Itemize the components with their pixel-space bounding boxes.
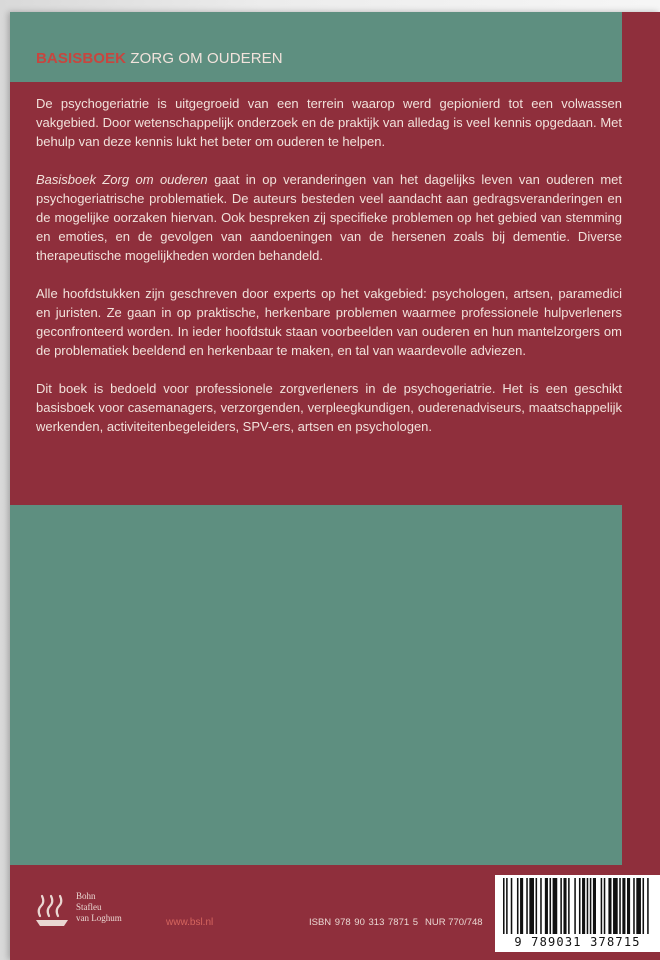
barcode-bar	[520, 878, 523, 934]
blurb-paragraph-3: Alle hoofdstukken zijn geschreven door experts op het vakgebied: psychologen, artsen, paramedici en juristen. Ze gaan in op praktische, herkenbare problemen waarmee professionele hulpverleners geconfronteerd worden. In ieder hoofdstuk staan voorbeelden van ouderen en hun mantelzorgers om de problematiek beeldend en herkenbaar te maken, en tal van waardevolle adviezen.	[36, 286, 622, 358]
publisher-name	[76, 891, 122, 924]
barcode-bar	[563, 878, 566, 934]
barcode-bar	[545, 878, 548, 934]
blurb	[36, 94, 622, 455]
book-title-italic: Basisboek Zorg om ouderen	[36, 172, 208, 187]
isbn-text: ISBN 978 90 313 7871 5	[309, 917, 419, 928]
teal-block	[10, 505, 622, 865]
series-title	[36, 50, 283, 67]
barcode-bar	[633, 878, 635, 934]
barcode-bar	[579, 878, 581, 934]
barcode-bar	[511, 878, 513, 934]
blurb-paragraph-4: Dit boek is bedoeld voor professionele zorgverleners in de psychogeriatrie. Het is een geschikt basisboek voor casemanagers, verzorgenden, verpleegkundigen, ouderenadviseurs, maatschappelijk werkenden, activiteitenbegeleiders, SPV-ers, artsen en psychologen.	[36, 381, 622, 434]
barcode-bar	[568, 878, 570, 934]
barcode-bar	[582, 878, 585, 934]
barcode-bar	[601, 878, 603, 934]
publisher-line-1: Bohn	[76, 891, 96, 901]
barcode-bar	[590, 878, 592, 934]
bsl-logo-icon	[34, 890, 72, 928]
barcode	[495, 875, 660, 952]
website-link[interactable]: www.bsl.nl	[166, 917, 214, 928]
barcode-bar	[560, 878, 562, 934]
barcode-bar	[503, 878, 505, 934]
barcode-bar	[622, 878, 625, 934]
barcode-bar	[529, 878, 534, 934]
barcode-bar	[604, 878, 606, 934]
barcode-bar	[574, 878, 576, 934]
nur-text: NUR 770/748	[425, 917, 483, 928]
barcode-bar	[647, 878, 649, 934]
barcode-bar	[587, 878, 589, 934]
series-title-strong: BASISBOEK	[36, 50, 127, 67]
barcode-bars	[499, 878, 654, 934]
series-title-rest: ZORG OM OUDEREN	[126, 50, 283, 67]
barcode-bar	[517, 878, 519, 934]
barcode-bar	[593, 878, 596, 934]
barcode-bar	[636, 878, 641, 934]
header-band	[10, 12, 622, 82]
blurb-paragraph-1: De psychogeriatrie is uitgegroeid van een terrein waarop werd gepionierd tot een volwassen vakgebied. Door wetenschappelijk onderzoek en de praktijk van alledag is veel kennis opgedaan. Met behulp van deze kennis lukt het beter om ouderen te helpen.	[36, 96, 622, 149]
barcode-bar	[550, 878, 552, 934]
barcode-bar	[526, 878, 528, 934]
publisher-line-3: van Loghum	[76, 913, 122, 923]
blurb-paragraph-2-text: gaat in op veranderingen van het dagelijks leven van ouderen met psychogeriatrische problematiek. De auteurs besteden veel aandacht aan gedragsveranderingen en de mogelijke oorzaken hiervan. Ook bespreken zij specifieke problemen op het gebied van stemming en emoties, en de gevolgen van aandoeningen van de hersenen zoals bij dementie. Diverse therapeutische mogelijkheden worden behandeld.	[36, 172, 623, 263]
barcode-bar	[553, 878, 558, 934]
barcode-bar	[627, 878, 630, 934]
barcode-bar	[506, 878, 508, 934]
barcode-bar	[643, 878, 645, 934]
barcode-bar	[540, 878, 542, 934]
blurb-paragraph-2	[36, 170, 622, 265]
barcode-number: 9 789031 378715	[514, 935, 641, 949]
barcode-bar	[619, 878, 621, 934]
barcode-bar	[536, 878, 538, 934]
barcode-bar	[608, 878, 611, 934]
publisher-line-2: Stafleu	[76, 902, 102, 912]
barcode-bar	[613, 878, 618, 934]
